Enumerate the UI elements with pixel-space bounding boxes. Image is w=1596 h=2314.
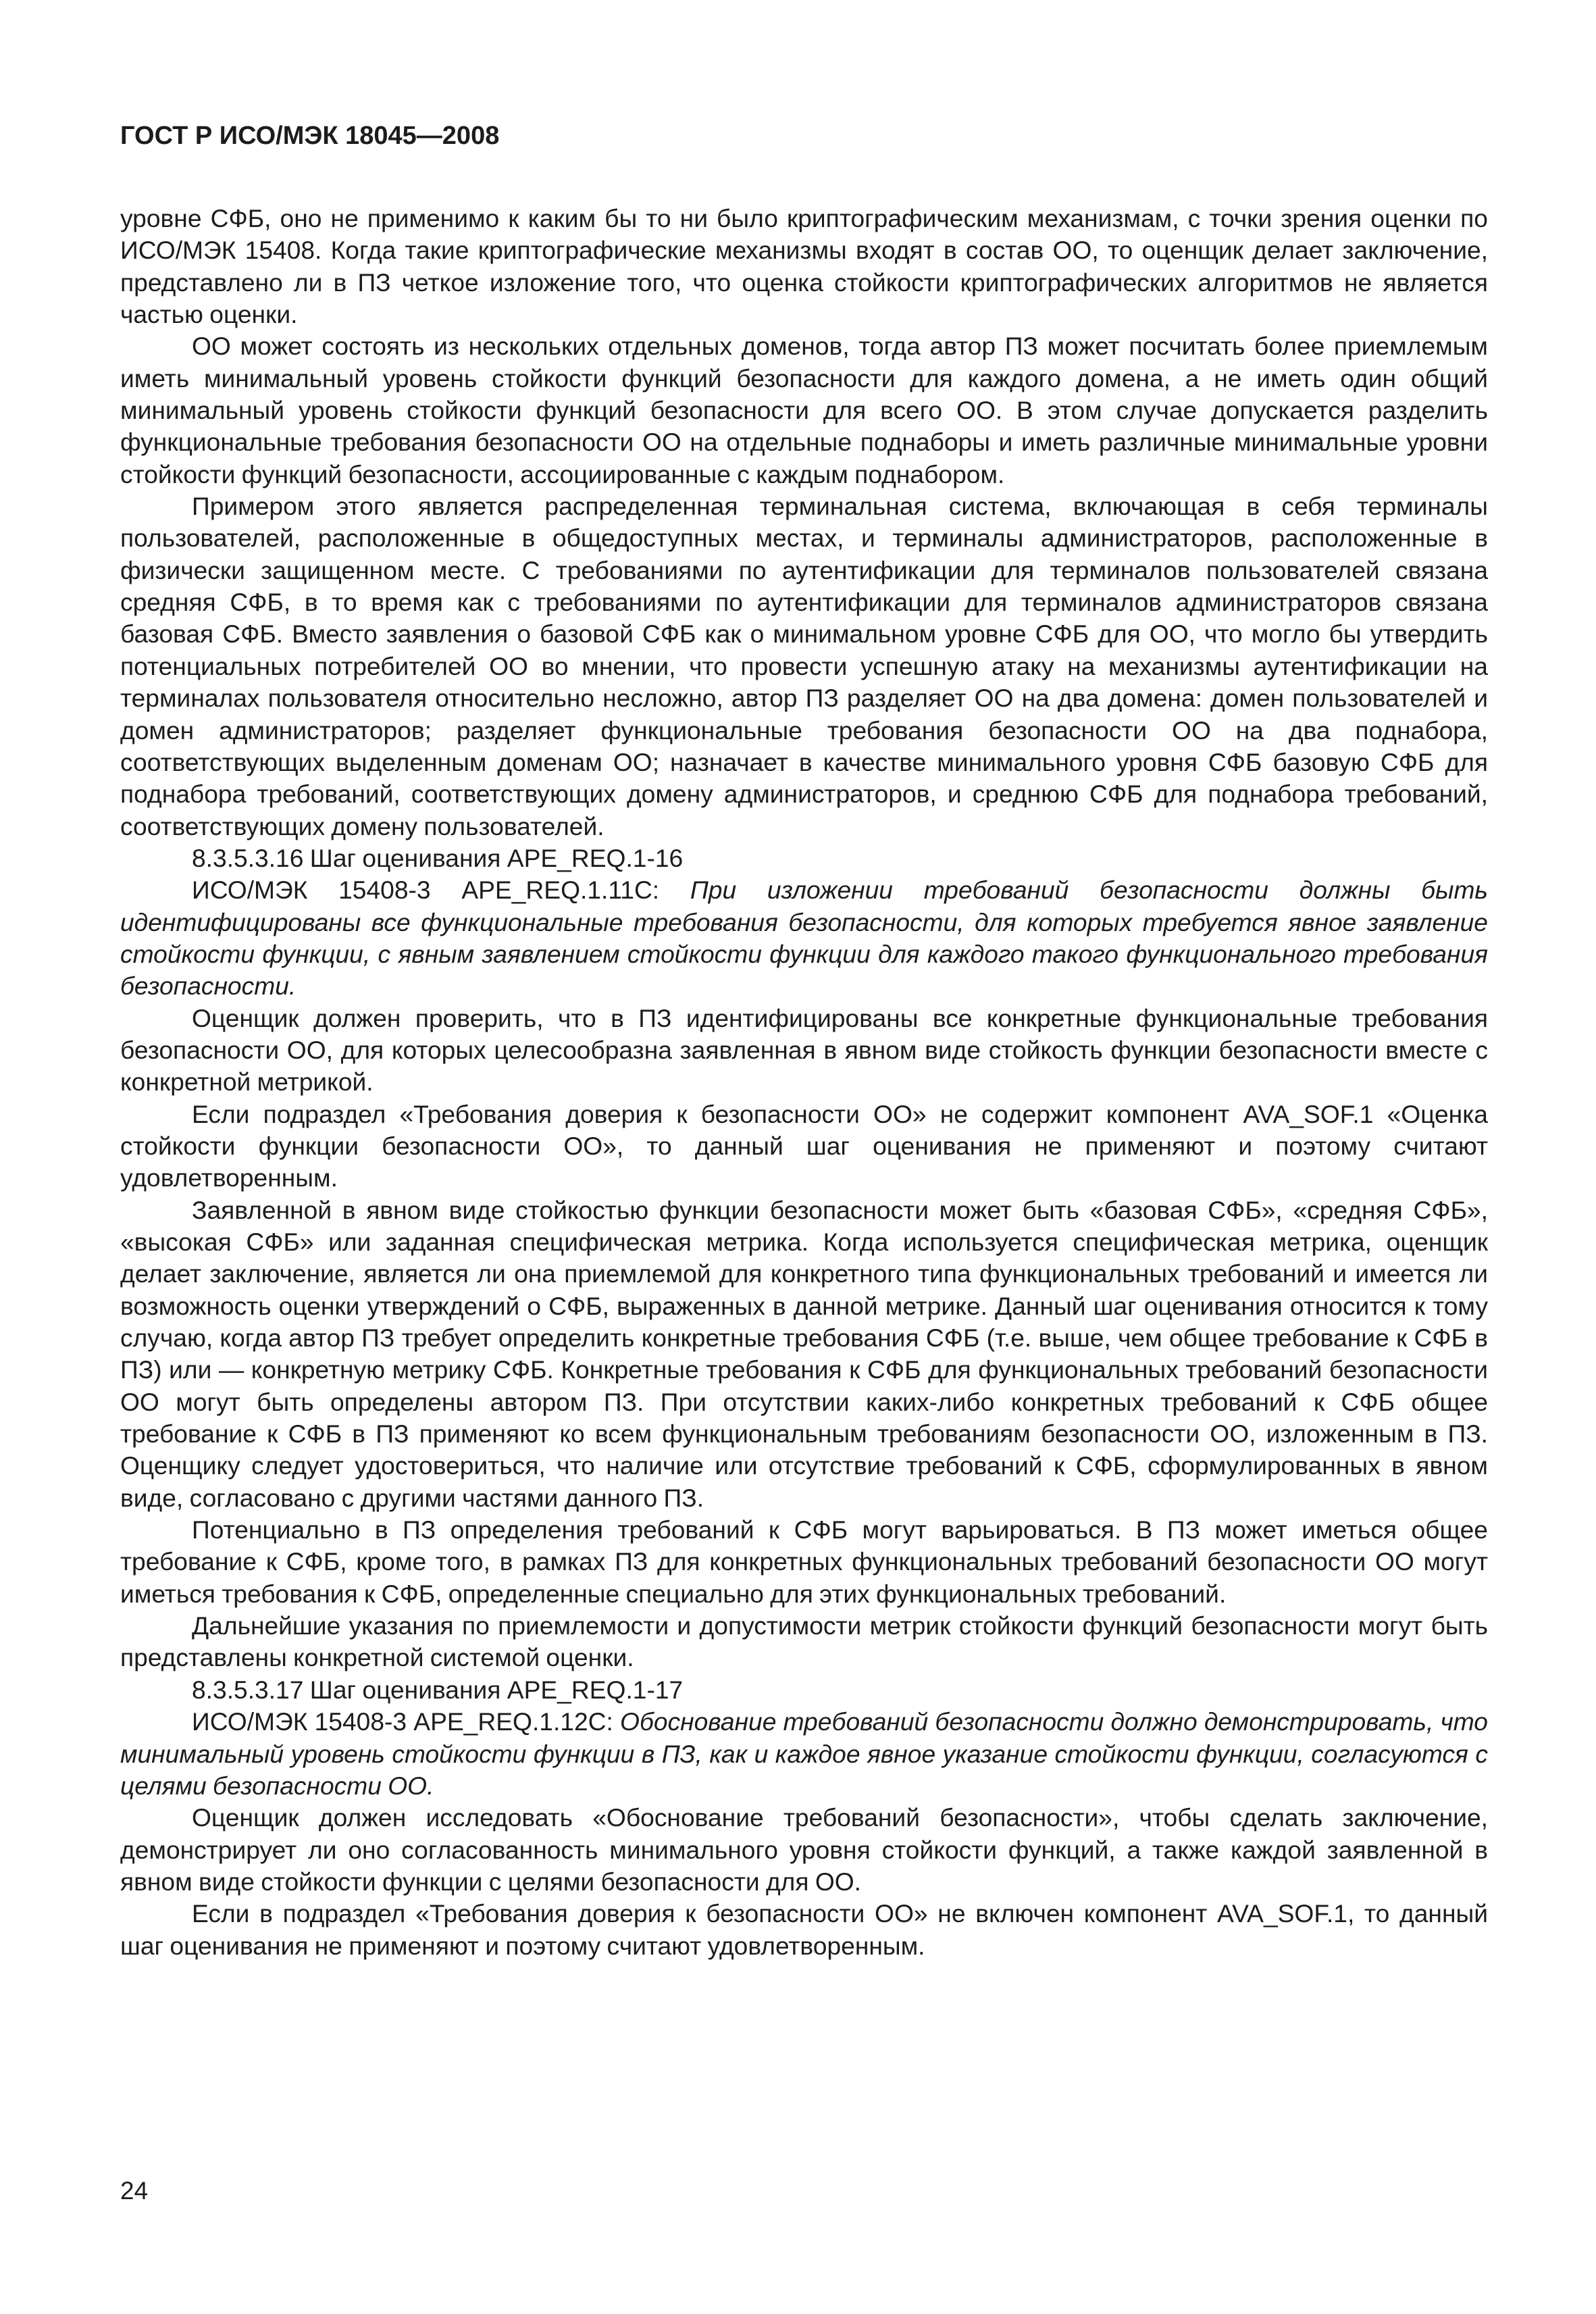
quote-text: Обоснование требований безопасности должно демонстрировать, что минимальный уровень стойкости функции в ПЗ, как и каждое явное указание стойкости функции, согласуются с целями безопасности ОО. [120, 1707, 1488, 1800]
standard-quote-12c [120, 1706, 1488, 1802]
paragraph-3: Примером этого является распределенная терминальная система, включающая в себя терминалы пользователей, расположенные в общедоступных местах, и терминалы администраторов, расположенные в физически защищенном месте. С требованиями по аутентификации для терминалов пользователей связана средняя СФБ, в то время как с требованиями по аутентификации для терминалов администраторов связана базовая СФБ. Вместо заявления о базовой СФБ как о минимальном уровне СФБ для ОО, что могло бы утвердить потенциальных потребителей ОО во мнении, что провести успешную атаку на механизмы аутентификации на терминалах пользователя относительно несложно, автор ПЗ разделяет ОО на два домена: домен пользователей и домен администраторов; разделяет функциональные требования безопасности ОО на два поднабора, соответствующих выделенным доменам ОО; назначает в качестве минимального уровня СФБ базовую СФБ для поднабора требований, соответствующих домену администраторов, и среднюю СФБ для поднабора требований, соответствующих домену пользователей. [120, 492, 1488, 840]
paragraph-10: Дальнейшие указания по приемлемости и допустимости метрик стойкости функций безопасности могут быть представлены конкретной системой оценки. [120, 1611, 1488, 1672]
document-header: ГОСТ Р ИСО/МЭК 18045—2008 [120, 122, 500, 150]
document-body [120, 203, 1488, 1962]
paragraph-6: Оценщик должен проверить, что в ПЗ идентифицированы все конкретные функциональные требования безопасности ОО, для которых целесообразна заявленная в явном виде стойкость функции безопасности вместе с конкретной метрикой. [120, 1003, 1488, 1097]
quote-reference: ИСО/МЭК 15408-3 APE_REQ.1.11C: [192, 876, 690, 905]
paragraph-7: Если подраздел «Требования доверия к безопасности ОО» не содержит компонент AVA_SOF.1 «Оценка стойкости функции безопасности ОО», то данный шаг оценивания не применяют и поэтому считают удовлетворенным. [120, 1099, 1488, 1192]
standard-quote-11c [120, 874, 1488, 1002]
paragraph-9: Потенциально в ПЗ определения требований к СФБ могут варьироваться. В ПЗ может иметься общее требование к СФБ, кроме того, в рамках ПЗ для конкретных функциональных требований безопасности ОО могут иметься требования к СФБ, определенные специально для этих функциональных требований. [120, 1515, 1488, 1608]
paragraph-8: Заявленной в явном виде стойкостью функции безопасности может быть «базовая СФБ», «средняя СФБ», «высокая СФБ» или заданная специфическая метрика. Когда используется специфическая метрика, оценщик делает заключение, является ли она приемлемой для конкретного типа функциональных требований и имеется ли возможность оценки утверждений о СФБ, выраженных в данной метрике. Данный шаг оценивания относится к тому случаю, когда автор ПЗ требует определить конкретные требования СФБ (т.е. выше, чем общее требование к СФБ в ПЗ) или — конкретную метрику СФБ. Конкретные требования к СФБ для функциональных требований безопасности ОО могут быть определены автором ПЗ. При отсутствии каких-либо конкретных требований к СФБ общее требование к СФБ в ПЗ применяют ко всем функциональным требованиям безопасности ОО, изложенным в ПЗ. Оценщику следует удостовериться, что наличие или отсутствие требований к СФБ, сформулированных в явном виде, согласовано с другими частями данного ПЗ. [120, 1195, 1488, 1512]
paragraph-2: ОО может состоять из нескольких отдельных доменов, тогда автор ПЗ может посчитать более приемлемым иметь минимальный уровень стойкости функций безопасности для каждого домена, а не иметь один общий минимальный уровень стойкости функций безопасности для всего ОО. В этом случае допускается разделить функциональные требования безопасности ОО на отдельные поднаборы и иметь различные минимальные уровни стойкости функций безопасности, ассоциированные с каждым поднабором. [120, 332, 1488, 488]
quote-reference: ИСО/МЭК 15408-3 APE_REQ.1.12C: [192, 1707, 621, 1736]
paragraph-13: Оценщик должен исследовать «Обоснование требований безопасности», чтобы сделать заключение, демонстрирует ли оно согласованность минимального уровня стойкости функций, а также каждой заявленной в явном виде стойкости функции с целями безопасности для ОО. [120, 1803, 1488, 1896]
quote-text: При изложении требований безопасности должны быть идентифицированы все функциональные требования безопасности, для которых требуется явное заявление стойкости функции, с явным заявлением стойкости функции для каждого такого функционального требования безопасности. [120, 876, 1488, 1001]
page-number: 24 [120, 2177, 149, 2205]
paragraph-14: Если в подраздел «Требования доверия к безопасности ОО» не включен компонент AVA_SOF.1, то данный шаг оценивания не применяют и поэтому считают удовлетворенным. [120, 1899, 1488, 1960]
section-heading-17: 8.3.5.3.17 Шаг оценивания APE_REQ.1-17 [192, 1675, 684, 1704]
section-heading-16: 8.3.5.3.16 Шаг оценивания APE_REQ.1-16 [192, 843, 684, 872]
paragraph-1: уровне СФБ, оно не применимо к каким бы то ни было криптографическим механизмам, с точки зрения оценки по ИСО/МЭК 15408. Когда такие криптографические механизмы входят в состав ОО, то оценщик делает заключение, представлено ли в ПЗ четкое изложение того, что оценка стойкости криптографических алгоритмов не является частью оценки. [120, 204, 1488, 329]
